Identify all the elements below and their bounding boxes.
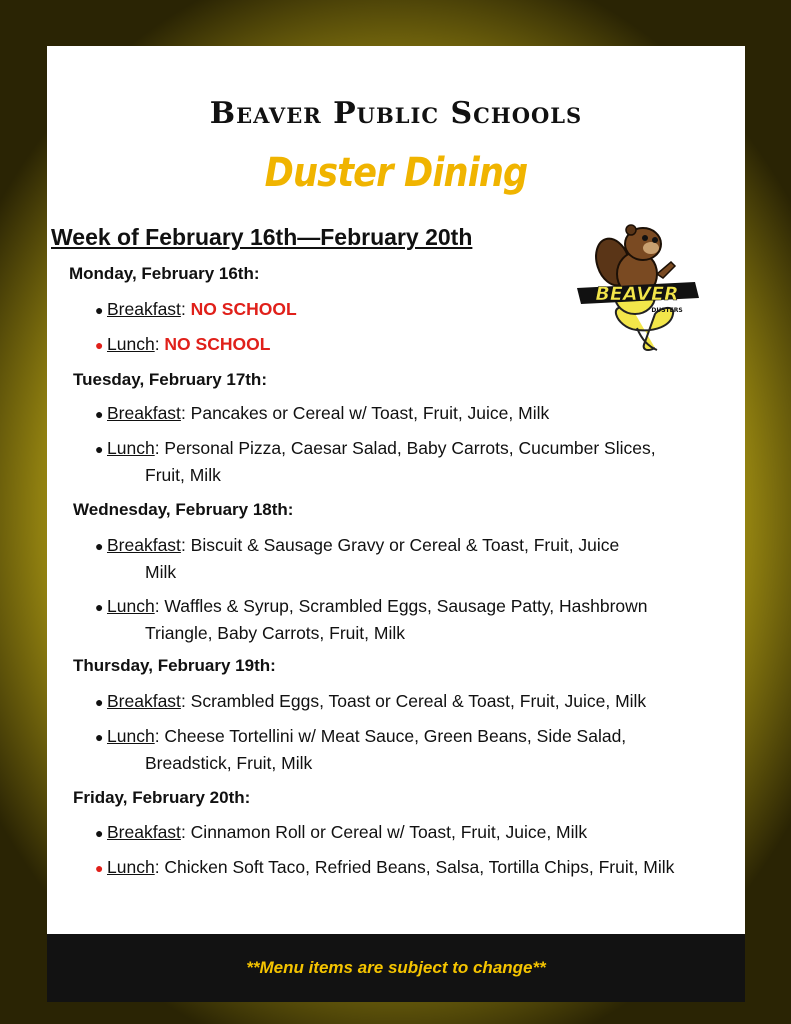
bullet-icon: ● — [95, 825, 104, 841]
no-school-text: NO SCHOOL — [190, 299, 297, 319]
footer-bar — [47, 934, 745, 1002]
lunch-item-tuesday: ● Lunch: Personal Pizza, Caesar Salad, Baby Carrots, Cucumber Slices, Fruit, Milk — [95, 435, 695, 488]
bullet-icon: ● — [95, 302, 104, 318]
meal-label: Breakfast — [107, 535, 181, 555]
menu-text: Personal Pizza, Caesar Salad, Baby Carrots, Cucumber Slices, — [164, 438, 656, 458]
menu-text: Cinnamon Roll or Cereal w/ Toast, Fruit, Juice, Milk — [190, 822, 588, 842]
bullet-icon: ● — [95, 860, 104, 876]
bullet-icon: ● — [95, 337, 104, 353]
footer-note: **Menu items are subject to change** — [246, 958, 546, 977]
logo-text: BEAVER — [595, 283, 679, 305]
school-title: Beaver Public Schools — [209, 96, 583, 131]
lunch-item-friday: ● Lunch: Chicken Soft Taco, Refried Beans, Salsa, Tortilla Chips, Fruit, Milk — [95, 854, 743, 881]
day-heading-wednesday: Wednesday, February 18th: — [73, 500, 294, 519]
menu-text: Biscuit & Sausage Gravy or Cereal & Toast, Fruit, Juice — [190, 535, 620, 555]
meal-label: Lunch — [107, 438, 155, 458]
menu-text-continued: Triangle, Baby Carrots, Fruit, Milk — [145, 623, 405, 643]
day-heading-monday: Monday, February 16th: — [69, 264, 260, 283]
menu-text-continued: Fruit, Milk — [145, 465, 221, 485]
lunch-item-thursday: ● Lunch: Cheese Tortellini w/ Meat Sauce, Green Beans, Side Salad, Breadstick, Fruit, Milk — [95, 723, 695, 776]
meal-label: Breakfast — [107, 822, 181, 842]
lunch-item-monday: ● Lunch: NO SCHOOL — [95, 331, 695, 358]
meal-label: Breakfast — [107, 403, 181, 423]
menu-text: Pancakes or Cereal w/ Toast, Fruit, Juice, Milk — [190, 403, 550, 423]
no-school-text: NO SCHOOL — [164, 334, 271, 354]
day-heading-thursday: Thursday, February 19th: — [73, 656, 276, 675]
menu-text-continued: Breadstick, Fruit, Milk — [145, 753, 313, 773]
menu-text: Chicken Soft Taco, Refried Beans, Salsa, Tortilla Chips, Fruit, Milk — [164, 857, 675, 877]
program-title: Duster Dining — [264, 150, 528, 196]
menu-text-continued: Milk — [145, 562, 177, 582]
week-heading: Week of February 16th—February 20th — [51, 224, 473, 250]
bullet-icon: ● — [95, 538, 104, 554]
menu-text: Scrambled Eggs, Toast or Cereal & Toast, Fruit, Juice, Milk — [190, 691, 647, 711]
meal-label: Lunch — [107, 596, 155, 616]
meal-label: Lunch — [107, 857, 155, 877]
menu-text: Waffles & Syrup, Scrambled Eggs, Sausage Patty, Hashbrown — [164, 596, 648, 616]
day-heading-friday: Friday, February 20th: — [73, 788, 251, 807]
lunch-item-wednesday: ● Lunch: Waffles & Syrup, Scrambled Eggs, Sausage Patty, Hashbrown Triangle, Baby Carrots, Fruit, Milk — [95, 593, 695, 646]
meal-label: Breakfast — [107, 691, 181, 711]
logo-subtext: DUSTERS — [651, 307, 683, 314]
bullet-icon: ● — [95, 729, 104, 745]
menu-text: Cheese Tortellini w/ Meat Sauce, Green Beans, Side Salad, — [164, 726, 627, 746]
bullet-icon: ● — [95, 406, 104, 422]
day-heading-tuesday: Tuesday, February 17th: — [73, 370, 267, 389]
meal-label: Lunch — [107, 726, 155, 746]
breakfast-item-wednesday: ● Breakfast: Biscuit & Sausage Gravy or Cereal & Toast, Fruit, Juice Milk — [95, 532, 695, 585]
breakfast-item-tuesday: ● Breakfast: Pancakes or Cereal w/ Toast, Fruit, Juice, Milk — [95, 400, 695, 427]
breakfast-item-thursday: ● Breakfast: Scrambled Eggs, Toast or Cereal & Toast, Fruit, Juice, Milk — [95, 688, 695, 715]
meal-label: Lunch — [107, 334, 155, 354]
bullet-icon: ● — [95, 441, 104, 457]
bullet-icon: ● — [95, 599, 104, 615]
meal-label: Breakfast — [107, 299, 181, 319]
menu-page — [47, 46, 745, 1002]
breakfast-item-friday: ● Breakfast: Cinnamon Roll or Cereal w/ Toast, Fruit, Juice, Milk — [95, 819, 695, 846]
bullet-icon: ● — [95, 694, 104, 710]
breakfast-item-monday: ● Breakfast: NO SCHOOL — [95, 296, 695, 323]
